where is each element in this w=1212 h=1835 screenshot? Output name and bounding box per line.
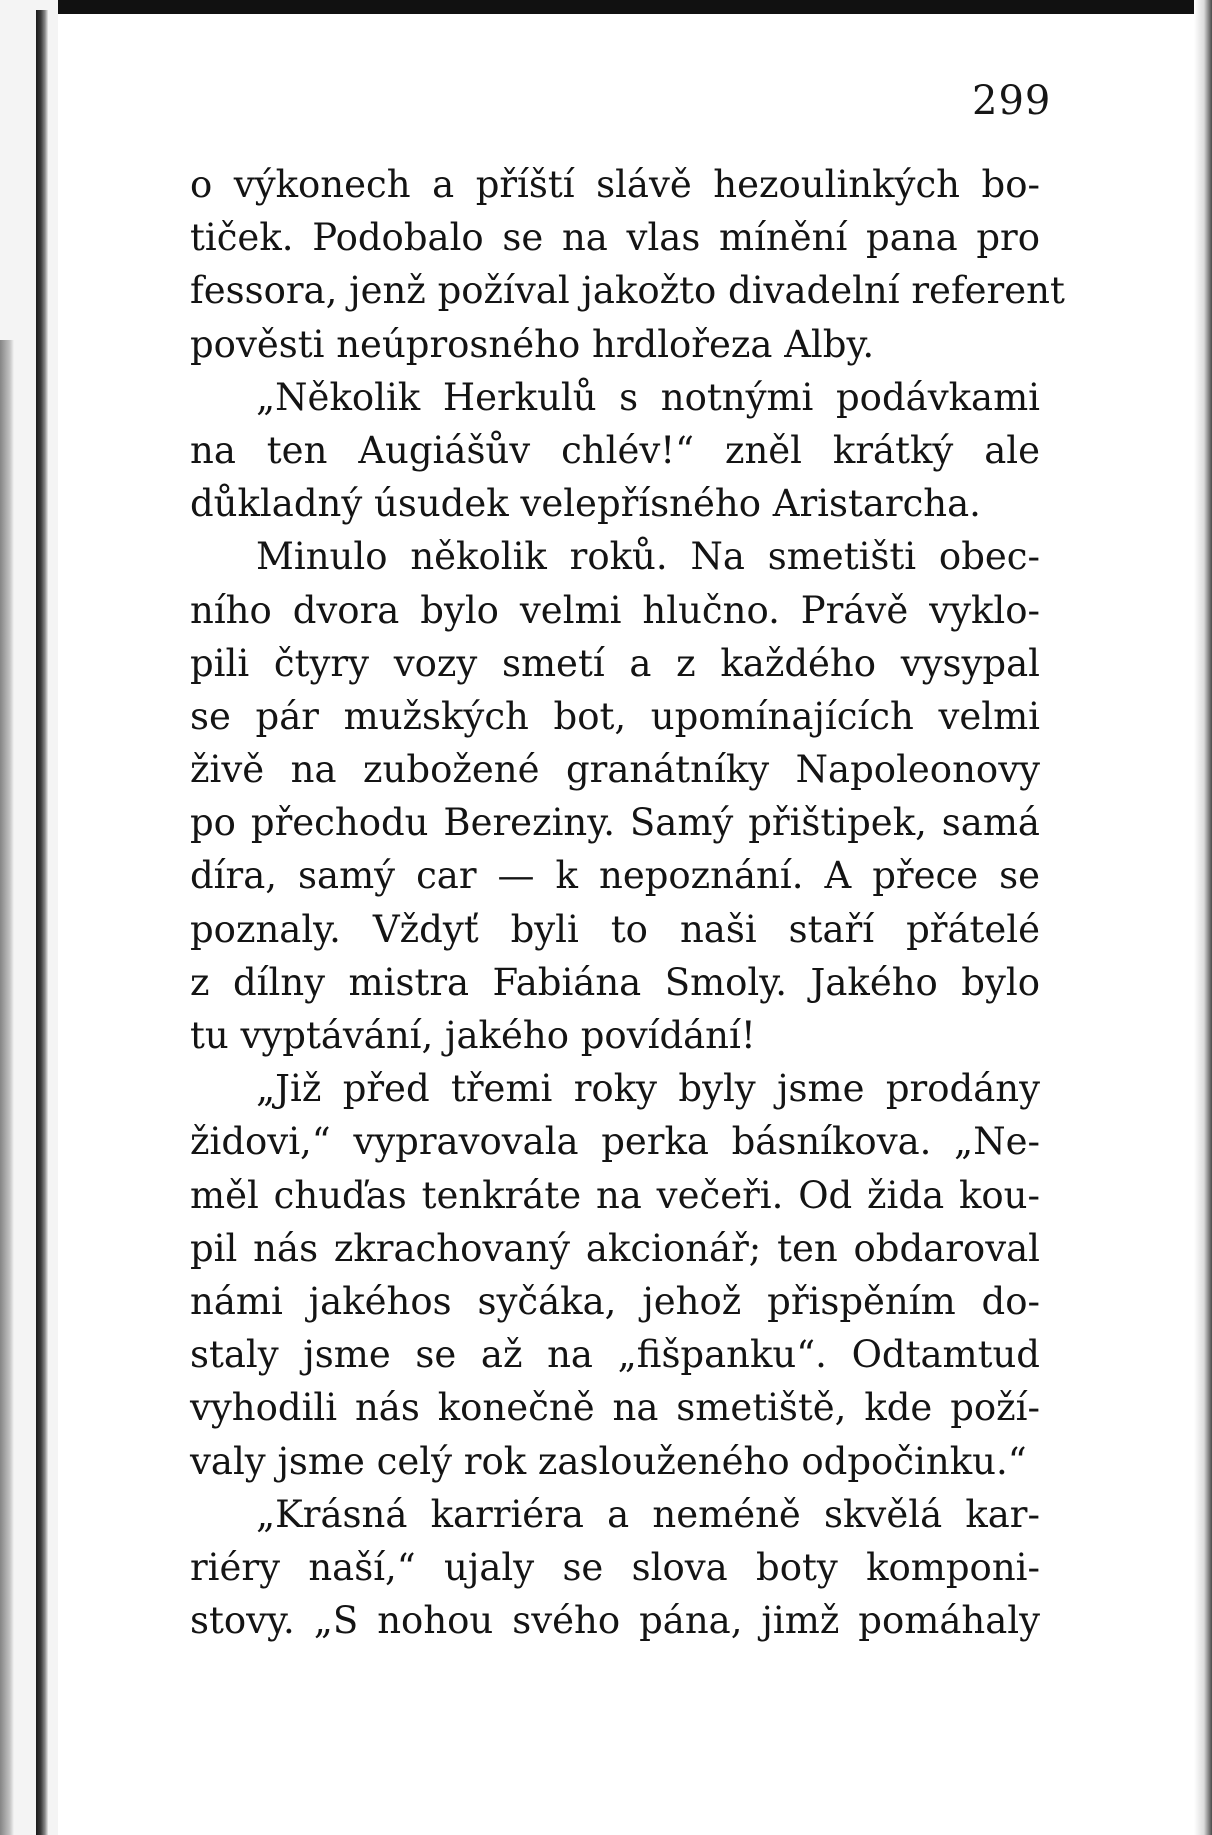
scanner-border-top	[0, 0, 1212, 14]
text-line: tiček. Podobalo se na vlas mínění pana pro	[190, 216, 1040, 260]
text-line: „Již před třemi roky byly jsme prodány	[256, 1067, 1040, 1111]
page-right-edge	[1194, 0, 1212, 1835]
page-number: 299	[972, 78, 1052, 124]
text-line: po přechodu Bereziny. Samý přištipek, samá	[190, 801, 1040, 845]
text-line: staly jsme se až na „fišpanku“. Odtamtud	[190, 1333, 1040, 1377]
text-line: pověsti neúprosného hrdlořeza Alby.	[190, 322, 875, 366]
text-line: se pár mužských bot, upomínajících velmi	[190, 694, 1040, 738]
binding-edge	[36, 10, 48, 1835]
text-line: důkladný úsudek velepřísného Aristarcha.	[190, 482, 981, 526]
text-line: židovi,“ vypravovala perka básníkova. „Ne-	[190, 1120, 1040, 1164]
text-line: poznaly. Vždyť byli to naši staří přátelé	[190, 907, 1040, 951]
text-line: „Krásná karriéra a neméně skvělá kar-	[256, 1492, 1040, 1536]
text-line: fessora, jenž požíval jakožto divadelní referent	[190, 269, 1065, 313]
text-line: na ten Augiášův chlév!“ zněl krátký ale	[190, 428, 1040, 472]
text-line: o výkonech a příští slávě hezoulinkých bo-	[190, 163, 1040, 206]
text-line: měl chuďas tenkráte na večeři. Od žida kou-	[190, 1173, 1040, 1217]
text-line: stovy. „S nohou svého pána, jimž pomáhaly	[190, 1599, 1040, 1643]
book-binding-gutter	[0, 0, 58, 1835]
text-line: Minulo několik roků. Na smetišti obec-	[256, 535, 1040, 579]
text-line: námi jakéhos syčáka, jehož přispěním do-	[190, 1279, 1040, 1323]
text-line: pil nás zkrachovaný akcionář; ten obdaroval	[190, 1226, 1040, 1270]
text-line: riéry naší,“ ujaly se slova boty komponi-	[190, 1545, 1040, 1589]
text-line: živě na zubožené granátníky Napoleonovy	[190, 748, 1040, 792]
text-line: pili čtyry vozy smetí a z každého vysypal	[190, 641, 1040, 685]
binding-shadow	[0, 340, 14, 1835]
body-text	[190, 158, 1065, 1647]
text-line: tu vyptávání, jakého povídání!	[190, 1014, 756, 1057]
text-line: z dílny mistra Fabiána Smoly. Jakého bylo	[190, 960, 1040, 1004]
text-line: vyhodili nás konečně na smetiště, kde poží-	[190, 1386, 1040, 1430]
text-line: „Několik Herkulů s notnými podávkami	[256, 375, 1040, 419]
text-line: ního dvora bylo velmi hlučno. Právě vyklo-	[190, 588, 1040, 632]
text-line: díra, samý car — k nepoznání. A přece se	[190, 854, 1040, 898]
text-line: valy jsme celý rok zaslouženého odpočinku.“	[190, 1439, 1027, 1483]
